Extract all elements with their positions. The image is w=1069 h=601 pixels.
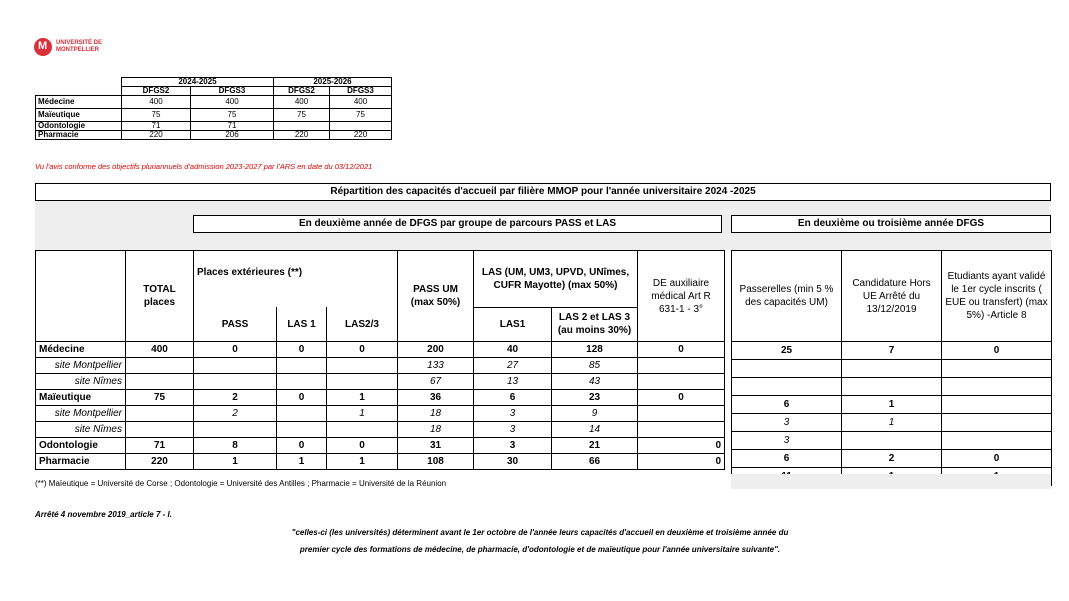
cell: 128 [552,342,638,358]
cell: 400 [274,96,330,109]
table-row [732,450,1052,468]
cell [842,360,942,378]
cell: 7 [842,342,942,360]
row-label: Pharmacie [36,454,126,470]
group-header-left: En deuxième année de DFGS par groupe de parcours PASS et LAS [193,215,722,233]
year-header: 2025-2026 [274,78,392,87]
cell [732,360,842,378]
cell: 133 [398,358,474,374]
row-label: Maïeutique [36,390,126,406]
subcol-header: DFGS3 [191,87,274,96]
table-row [36,131,392,140]
table-row [732,396,1052,414]
row-label: site Nîmes [36,422,126,438]
total-header: TOTAL places [126,251,194,342]
cell [194,358,277,374]
cell: 75 [122,109,191,122]
logo-line1: UNIVERSITÉ DE [56,40,103,46]
cell: 200 [398,342,474,358]
logo-mark-icon [34,38,52,56]
cell: 25 [732,342,842,360]
row-label: site Nîmes [36,374,126,390]
pass-header: PASS [194,307,277,341]
las23-header: LAS2/3 [327,307,398,341]
cell [327,422,398,438]
subcol-header: DFGS2 [122,87,191,96]
cell: 220 [330,131,392,140]
cell: 2 [842,450,942,468]
etudiants-header: Etudiants ayant validé le 1er cycle inscrits ( EUE ou transfert) (max 5%) -Article 8 [942,251,1052,342]
cell: 1 [327,454,398,470]
logo-line2: MONTPELLIER [56,47,99,53]
cell: 0 [638,342,725,358]
cell: 0 [638,454,725,470]
cell [194,422,277,438]
table-row [36,406,725,422]
cell: 30 [474,454,552,470]
cell: 1 [327,390,398,406]
table-row [732,414,1052,432]
table-row [36,96,392,109]
ars-note: Vu l'avis conforme des objectifs pluriannuels d'admission 2023-2027 par l'ARS en date du 03/12/2021 [35,162,373,171]
cell: 3 [474,422,552,438]
cell: 6 [474,390,552,406]
cell: 1 [277,454,327,470]
las1-header: LAS 1 [277,307,327,341]
de-aux-header: DE auxiliaire médical Art R 631-1 - 3° [638,251,725,342]
cell: 9 [552,406,638,422]
cell: 18 [398,406,474,422]
cell: 75 [126,390,194,406]
cell: 75 [191,109,274,122]
admission-objectives-table [35,77,392,140]
table-row [36,374,725,390]
quote-line2: premier cycle des formations de médecine, de pharmacie, d'odontologie et de maïeutique pour l'année universitaire suivante". [299,545,781,554]
cell [638,374,725,390]
row-label: Odontologie [36,122,122,131]
table-row [36,122,392,131]
cell: 14 [552,422,638,438]
passerelles-header: Passerelles (min 5 % des capacités UM) [732,251,842,342]
cell: 36 [398,390,474,406]
university-logo [34,38,114,58]
table-row [36,438,725,454]
cell: 31 [398,438,474,454]
cell [277,374,327,390]
cell: 13 [474,374,552,390]
cell: 3 [732,432,842,450]
cell: 8 [194,438,277,454]
cell: 75 [330,109,392,122]
cell: 23 [552,390,638,406]
row-label: Médecine [36,342,126,358]
cell: 1 [842,396,942,414]
cell: 3 [732,414,842,432]
cell: 400 [126,342,194,358]
table-row [732,432,1052,450]
cell: 1 [842,414,942,432]
table-row [36,358,725,374]
cell [942,396,1052,414]
arrete-ref: Arrêté 4 novembre 2019_article 7 - I. [35,510,172,519]
cell: 0 [277,390,327,406]
cell [638,422,725,438]
cell [194,374,277,390]
cell [327,358,398,374]
cell [842,432,942,450]
candidature-header: Candidature Hors UE Arrêté du 13/12/2019 [842,251,942,342]
cell: 400 [330,96,392,109]
cell [126,374,194,390]
cell: 6 [732,396,842,414]
cell: 0 [327,342,398,358]
cell [126,422,194,438]
table-row [36,342,725,358]
capacity-table [35,250,725,470]
cell [277,422,327,438]
las1b-header: LAS1 [474,307,552,341]
cell: 85 [552,358,638,374]
cell: 21 [552,438,638,454]
cell: 0 [277,342,327,358]
cell [942,414,1052,432]
cell: 206 [191,131,274,140]
cell [942,432,1052,450]
table-row [36,390,725,406]
logo-mark: M [38,40,48,52]
cell: 71 [126,438,194,454]
row-label: Médecine [36,96,122,109]
cell: 400 [122,96,191,109]
table-row [732,342,1052,360]
cell: 0 [942,342,1052,360]
cell [732,378,842,396]
cell: 0 [327,438,398,454]
cell: 0 [638,438,725,454]
cell: 18 [398,422,474,438]
cell [842,378,942,396]
cell [126,406,194,422]
row-label: Pharmacie [36,131,122,140]
cell: 0 [194,342,277,358]
subcol-header: DFGS2 [274,87,330,96]
table-row [732,378,1052,396]
cell: 0 [277,438,327,454]
page-title: Répartition des capacités d'accueil par filière MMOP pour l'année universitaire 2024 -2025 [35,183,1051,201]
row-label: Maïeutique [36,109,122,122]
cell: 67 [398,374,474,390]
cell [327,374,398,390]
cell [277,358,327,374]
cell: 66 [552,454,638,470]
cell [638,358,725,374]
table-row [732,360,1052,378]
ext-header: Places extérieures (**) [194,251,398,308]
las23b-header: LAS 2 et LAS 3 (au moins 30%) [552,307,638,341]
row-label: Odontologie [36,438,126,454]
cell: 3 [474,438,552,454]
table-row [36,454,725,470]
las-group-header: LAS (UM, UM3, UPVD, UNîmes, CUFR Mayotte) (max 50%) [474,251,638,308]
cell: 220 [126,454,194,470]
cell: 27 [474,358,552,374]
cell: 0 [942,450,1052,468]
subcol-header: DFGS3 [330,87,392,96]
cell: 71 [122,122,191,131]
group-header-right: En deuxième ou troisième année DFGS [731,215,1051,233]
capacity-table-right [731,250,1052,486]
cell: 1 [194,454,277,470]
cell: 400 [191,96,274,109]
row-label: site Montpellier [36,358,126,374]
cell: 43 [552,374,638,390]
cell: 2 [194,406,277,422]
cell: 3 [474,406,552,422]
cell: 220 [122,131,191,140]
table-row [36,422,725,438]
cell: 71 [191,122,274,131]
pass-um-header: PASS UM (max 50%) [398,251,474,342]
cell: 75 [274,109,330,122]
gray-footer-band [731,474,1051,489]
cell: 108 [398,454,474,470]
cell [942,378,1052,396]
corner-cell [36,251,126,342]
cell: 40 [474,342,552,358]
cell: 220 [274,131,330,140]
year-header: 2024-2025 [122,78,274,87]
row-label: site Montpellier [36,406,126,422]
footnote: (**) Maïeutique = Université de Corse ; Odontologie = Université des Antilles ; Pharmacie = Université de la Réunion [35,479,447,488]
cell: 0 [638,390,725,406]
cell [126,358,194,374]
cell [638,406,725,422]
table-row [36,109,392,122]
cell: 6 [732,450,842,468]
cell: 2 [194,390,277,406]
cell: 1 [327,406,398,422]
quote-line1: "celles-ci (les universités) déterminent avant le 1er octobre de l'année leurs capacités d'accueil en deuxième et troisième année du [291,528,789,537]
cell [277,406,327,422]
cell [942,360,1052,378]
